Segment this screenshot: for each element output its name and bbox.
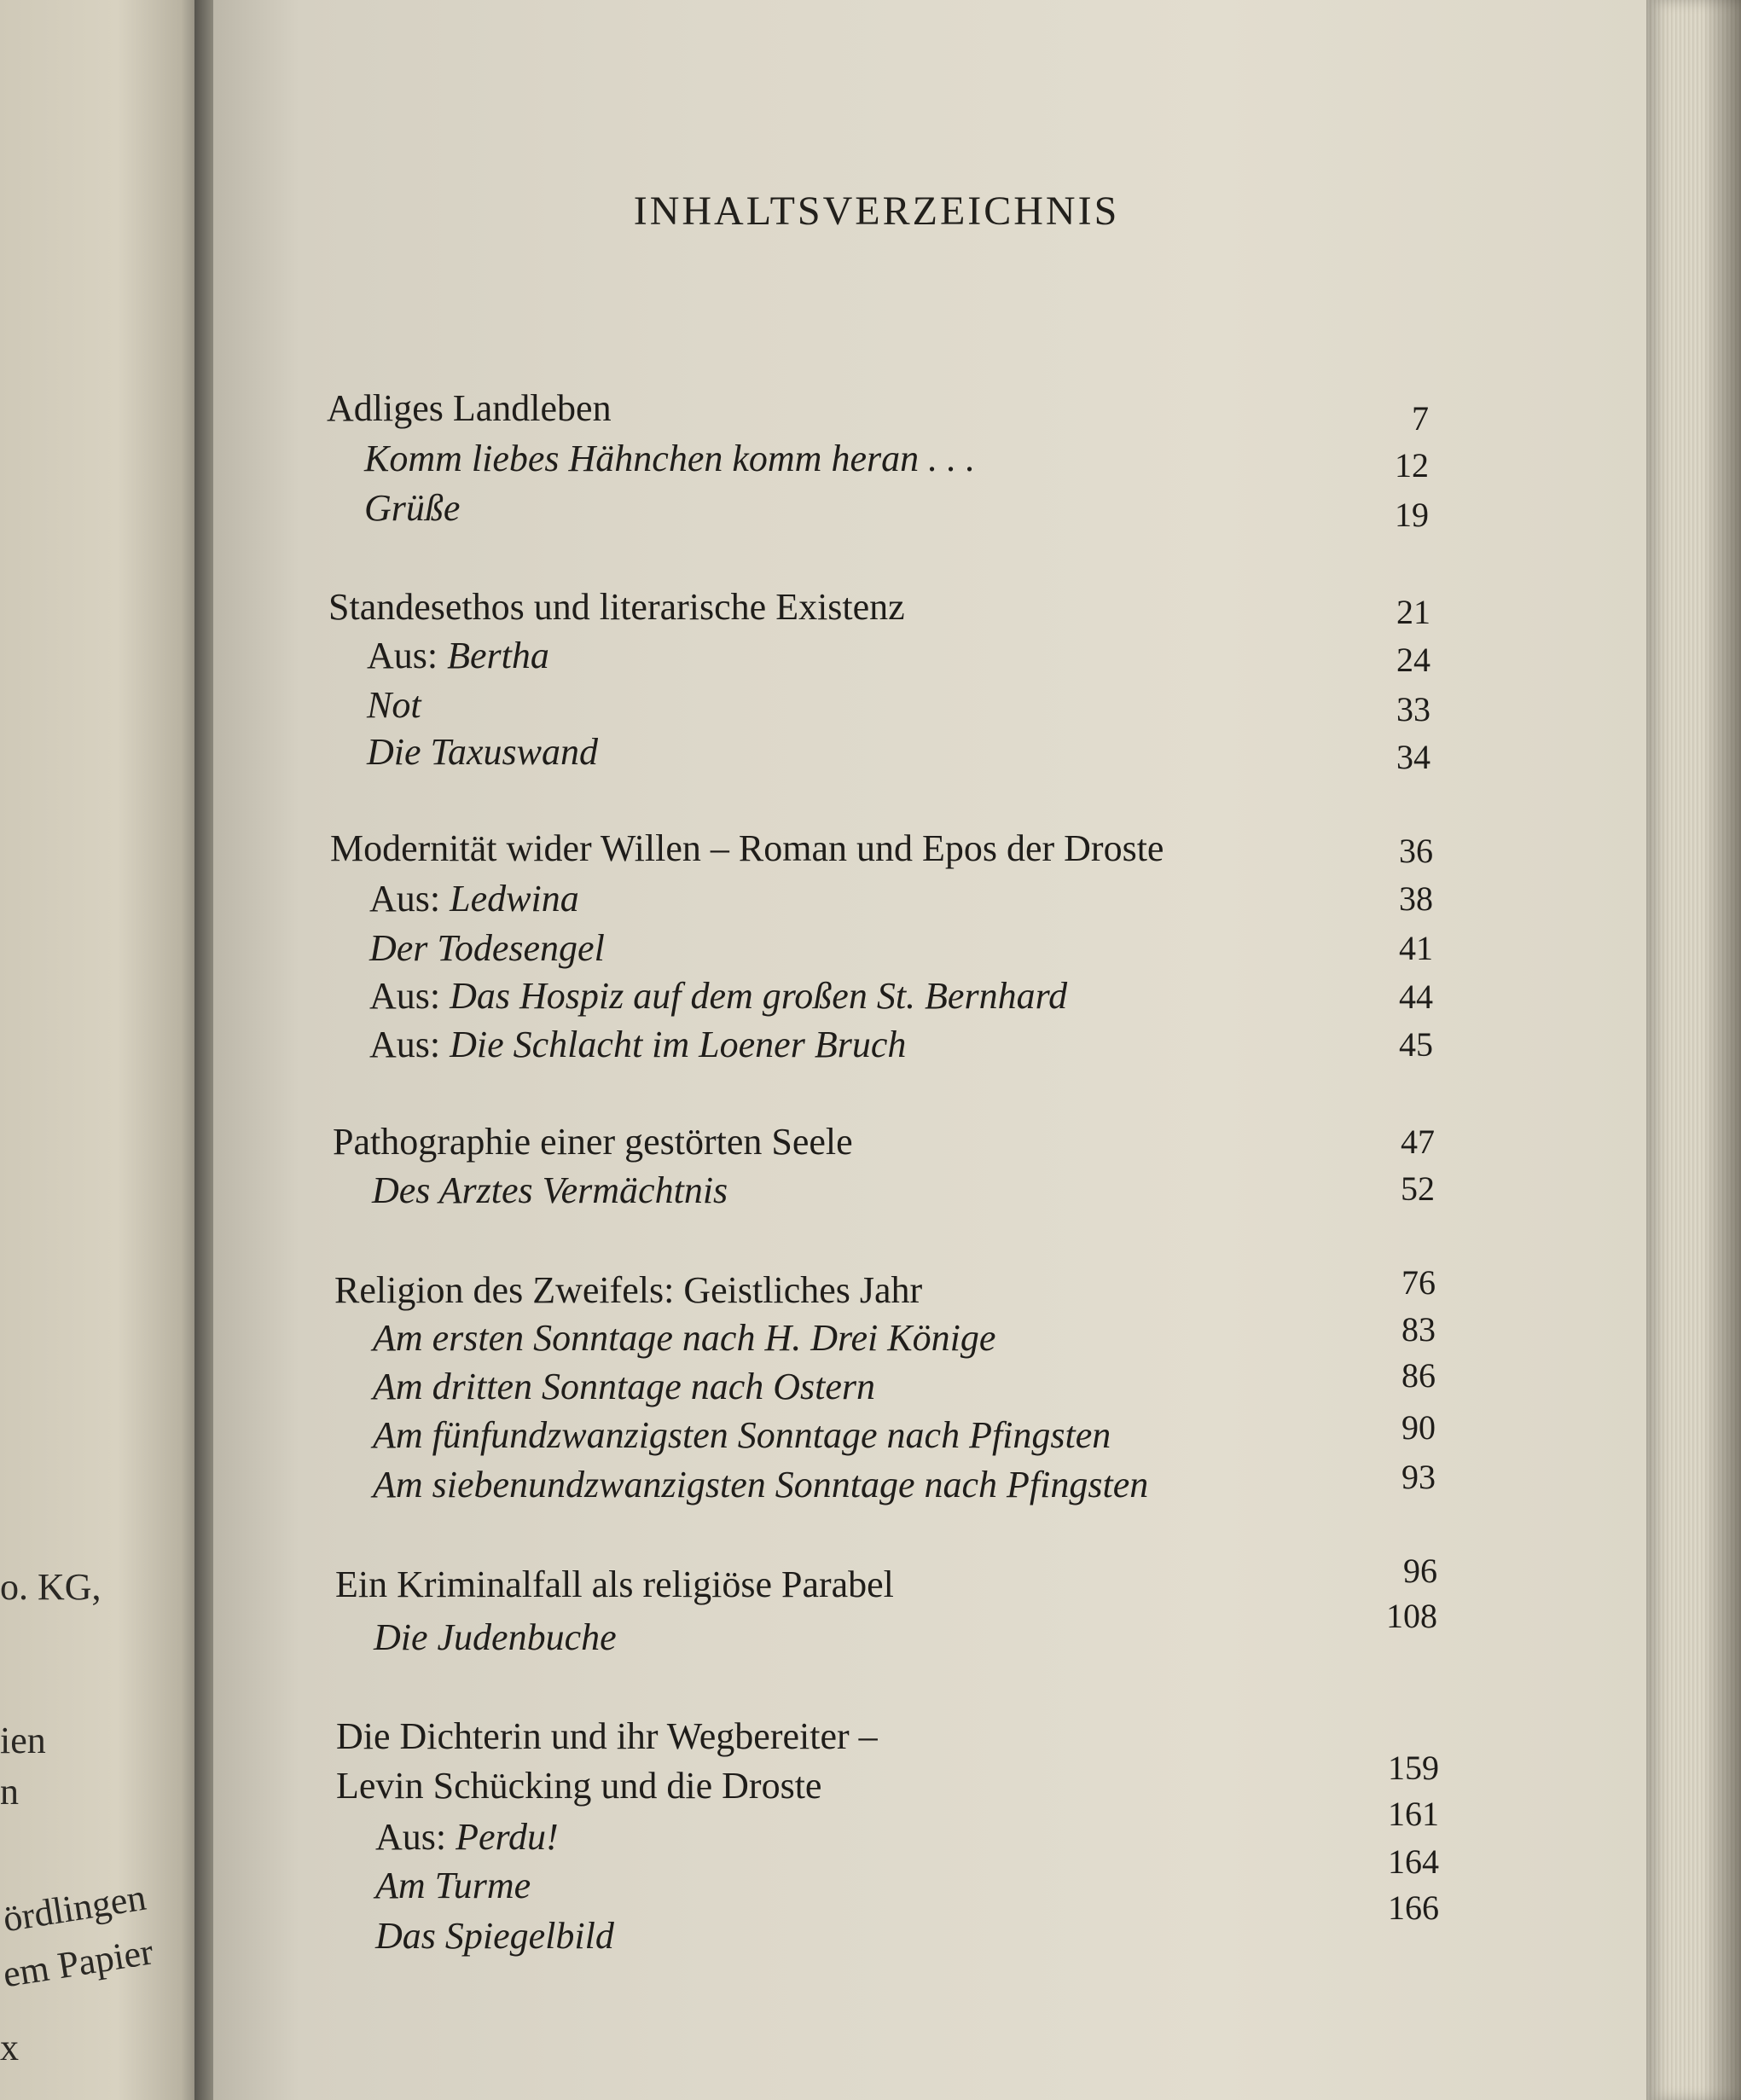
toc-page-number: 161 <box>1388 1795 1439 1833</box>
toc-page-number: 41 <box>1399 929 1433 967</box>
toc-chapter-title: Modernität wider Willen – Roman und Epos der Droste <box>330 827 1164 869</box>
toc-item-title: Am siebenundzwanzigsten Sonntage nach Pfingsten <box>373 1464 1149 1505</box>
toc-item <box>367 634 549 678</box>
toc-item-prefix: Aus: <box>369 975 450 1017</box>
toc-page-number: 12 <box>1395 446 1429 484</box>
toc-item <box>369 877 579 921</box>
toc-item-title: Ledwina <box>450 878 579 919</box>
toc-page-number: 21 <box>1396 593 1431 631</box>
toc-item-prefix: Aus: <box>369 878 450 919</box>
toc-item-title: Der Todesengel <box>369 927 605 969</box>
toc-page-number: 96 <box>1403 1552 1437 1590</box>
toc-title: INHALTSVERZEICHNIS <box>633 189 1120 234</box>
toc-item <box>373 1463 1148 1507</box>
toc-page-number: 36 <box>1399 832 1433 870</box>
toc-page-number: 34 <box>1396 738 1431 776</box>
toc-page-number: 86 <box>1402 1356 1436 1395</box>
toc-item <box>364 437 975 481</box>
toc-page-number: 24 <box>1396 641 1431 679</box>
toc-item <box>364 486 460 531</box>
toc-item <box>369 1023 906 1067</box>
toc-page-number: 38 <box>1399 879 1433 918</box>
toc-page-number: 166 <box>1388 1888 1439 1927</box>
toc-page-number: 83 <box>1402 1310 1436 1349</box>
toc-page-number: 44 <box>1399 977 1433 1016</box>
toc-item <box>373 1413 1111 1458</box>
toc-item-title: Komm liebes Hähnchen komm heran . . . <box>364 438 976 479</box>
toc-item <box>375 1914 614 1958</box>
toc-item-prefix: Aus: <box>367 635 448 676</box>
toc-item-title: Am ersten Sonntage nach H. Drei Könige <box>373 1317 996 1359</box>
toc-item-prefix: Aus: <box>369 1024 450 1065</box>
toc-item-title: Die Judenbuche <box>374 1616 617 1658</box>
toc-item-title: Am fünfundzwanzigsten Sonntage nach Pfingsten <box>373 1414 1111 1456</box>
toc-item <box>372 1169 728 1213</box>
toc-page-number: 90 <box>1402 1408 1436 1447</box>
toc-item-title: Die Taxuswand <box>367 731 598 773</box>
toc-page-number: 45 <box>1399 1025 1433 1064</box>
toc-page-number: 108 <box>1386 1597 1437 1635</box>
toc-item <box>369 974 1067 1018</box>
toc-item-title: Die Schlacht im Loener Bruch <box>450 1024 907 1065</box>
toc-item-prefix: Aus: <box>375 1816 456 1858</box>
toc-item <box>367 730 598 774</box>
toc-page-number: 52 <box>1401 1169 1435 1208</box>
toc-item-title: Bertha <box>447 635 549 676</box>
facing-page-fragment: o. KG, <box>0 1566 102 1608</box>
toc-item-title: Perdu! <box>456 1816 559 1858</box>
toc-item <box>367 683 421 728</box>
toc-page-number: 93 <box>1402 1458 1436 1496</box>
toc-chapter-title: Pathographie einer gestörten Seele <box>333 1121 853 1163</box>
toc-page-number: 47 <box>1401 1123 1435 1161</box>
toc-item-title: Am Turme <box>375 1865 531 1906</box>
facing-page-fragment: ördlingen <box>0 1876 149 1940</box>
toc-item <box>373 1365 875 1409</box>
toc-chapter-title: Standesethos und literarische Existenz <box>328 586 905 628</box>
toc-item-title: Des Arztes Vermächtnis <box>372 1169 728 1211</box>
toc-page-number: 19 <box>1395 496 1429 534</box>
toc-item-title: Am dritten Sonntage nach Ostern <box>373 1366 876 1407</box>
toc-chapter-title: Die Dichterin und ihr Wegbereiter – <box>336 1715 878 1757</box>
toc-page-number: 164 <box>1388 1842 1439 1881</box>
toc-item-title: Das Hospiz auf dem großen St. Bernhard <box>450 975 1068 1017</box>
toc-chapter-title-line2: Levin Schücking und die Droste <box>336 1765 822 1807</box>
toc-page-number: 76 <box>1402 1263 1436 1302</box>
facing-page-fragment: em Papier <box>0 1930 156 1996</box>
toc-page-number: 33 <box>1396 690 1431 728</box>
toc-item <box>375 1815 559 1859</box>
toc-page-number: 7 <box>1412 399 1429 438</box>
toc-item <box>369 926 605 971</box>
toc-chapter-title: Adliges Landleben <box>327 387 612 429</box>
toc-item-title: Not <box>367 684 421 726</box>
toc-item <box>373 1316 995 1360</box>
facing-page-fragment: n <box>0 1771 19 1813</box>
toc-item-title: Grüße <box>364 487 461 529</box>
toc-item <box>375 1864 531 1908</box>
toc-item <box>374 1616 617 1660</box>
toc-item-title: Das Spiegelbild <box>375 1915 614 1957</box>
toc-page-number: 159 <box>1388 1749 1439 1787</box>
toc-chapter-title: Religion des Zweifels: Geistliches Jahr <box>334 1269 923 1311</box>
toc-chapter-title: Ein Kriminalfall als religiöse Parabel <box>335 1563 894 1605</box>
facing-page-fragment: ien <box>0 1720 46 1761</box>
facing-page-fragment: x <box>0 2027 19 2068</box>
